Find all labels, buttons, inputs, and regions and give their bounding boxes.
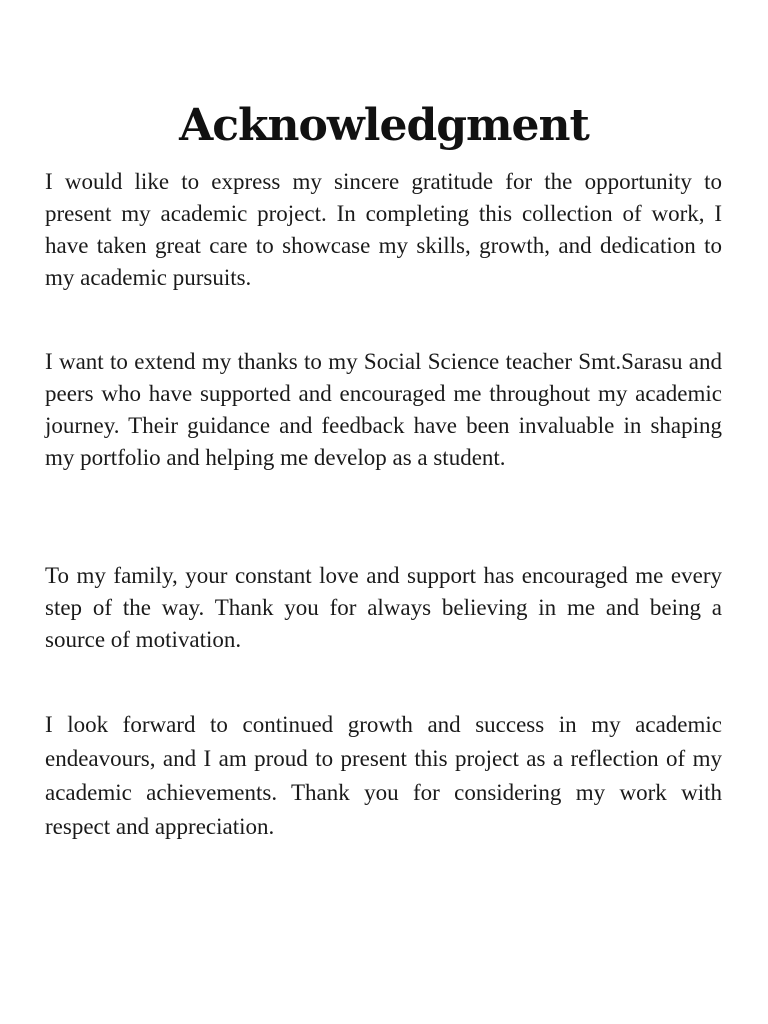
paragraph-family: To my family, your constant love and support has encouraged me every step of the way. Thank you for always believing in me and being a source of motivation. xyxy=(45,563,722,652)
paragraph-teacher-thanks: I want to extend my thanks to my Social Science teacher Smt.Sarasu and peers who have supported and encouraged me throughout my academic journey. Their guidance and feedback have been invaluable in shaping my portfolio and helping me develop as a student. xyxy=(45,349,722,470)
paragraph-closing: I look forward to continued growth and success in my academic endeavours, and I am proud to present this project as a reflection of my academic achievements. Thank you for considering my work with respect and appreciation. xyxy=(45,712,722,839)
page-title: Acknowledgment xyxy=(179,100,589,151)
paragraph-gratitude: I would like to express my sincere gratitude for the opportunity to present my academic project. In completing this collection of work, I have taken great care to showcase my skills, growth, and dedication to my academic pursuits. xyxy=(45,169,722,290)
